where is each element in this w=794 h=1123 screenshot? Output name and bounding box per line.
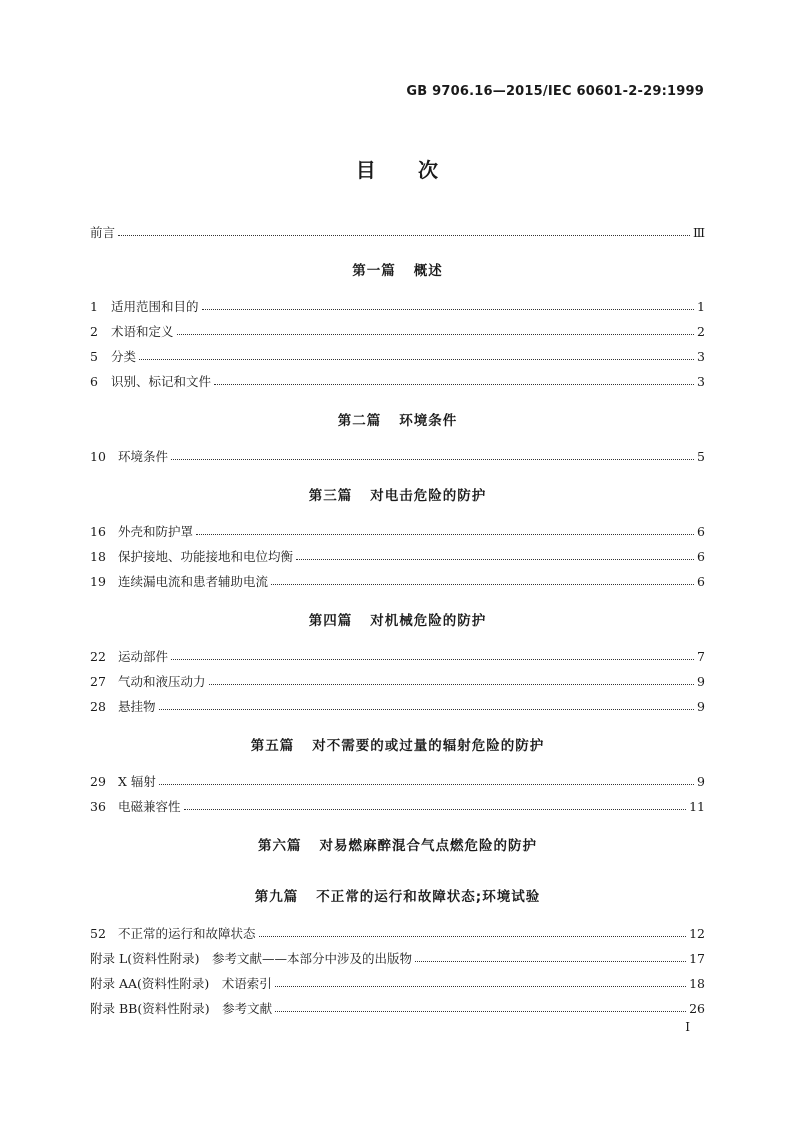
toc-entry-annex[interactable] xyxy=(90,1000,705,1018)
part-title: 不正常的运行和故障状态;环境试验 xyxy=(316,889,541,905)
toc-entry-label: 附录 BB(资料性附录) 参考文献 xyxy=(90,1001,273,1016)
page-title xyxy=(0,154,794,183)
dot-leader xyxy=(118,224,690,236)
toc-entry[interactable] xyxy=(90,673,705,691)
toc-entry-label: 附录 L(资料性附录) 参考文献——本部分中涉及的出版物 xyxy=(90,951,413,966)
toc-entry-label: X 辐射 xyxy=(118,774,156,789)
toc-entry-label: 适用范围和目的 xyxy=(111,299,199,314)
toc-entry-label: 不正常的运行和故障状态 xyxy=(118,926,256,941)
part-label: 第一篇 xyxy=(352,263,396,279)
toc-entry-number: 22 xyxy=(90,649,106,664)
dot-leader xyxy=(171,448,694,460)
toc-entry-label: 保护接地、功能接地和电位均衡 xyxy=(118,549,294,564)
dot-leader xyxy=(196,523,694,535)
part-heading xyxy=(90,888,705,906)
toc-entry-page: 9 xyxy=(697,699,705,714)
toc-entry-page: 5 xyxy=(697,449,705,464)
toc-entry-annex[interactable] xyxy=(90,950,705,968)
toc-entry[interactable] xyxy=(90,698,705,716)
part-label: 第六篇 xyxy=(258,838,302,854)
toc-entry-page: 6 xyxy=(697,574,705,589)
toc-entry-page: 3 xyxy=(697,349,705,364)
toc-entry-page: 2 xyxy=(697,324,705,339)
part-label: 第三篇 xyxy=(308,488,353,504)
dot-leader xyxy=(415,950,686,962)
dot-leader xyxy=(275,1000,686,1012)
title-left: 目 xyxy=(355,158,376,182)
toc-entry-page: 7 xyxy=(697,649,705,664)
toc-entry-number: 10 xyxy=(90,449,106,464)
toc-entry-label: 环境条件 xyxy=(118,449,169,464)
part-label: 第二篇 xyxy=(337,413,382,429)
dot-leader xyxy=(139,348,694,360)
part-label: 第四篇 xyxy=(308,613,353,629)
toc-entry-number: 2 xyxy=(90,324,98,339)
dot-leader xyxy=(184,798,687,810)
part-heading xyxy=(90,737,705,755)
dot-leader xyxy=(209,673,695,685)
toc-entry[interactable] xyxy=(90,773,705,791)
toc-entry-page: 6 xyxy=(697,524,705,539)
dot-leader xyxy=(159,698,695,710)
toc-entry-page: 9 xyxy=(697,774,705,789)
toc-entry-number: 19 xyxy=(90,574,106,589)
toc-entry-label: 气动和液压动力 xyxy=(118,674,206,689)
part-heading xyxy=(90,412,705,430)
toc-entry-label: 术语和定义 xyxy=(111,324,174,339)
dot-leader xyxy=(271,573,694,585)
toc-entry-number: 29 xyxy=(90,774,106,789)
toc-entry-foreword[interactable] xyxy=(90,224,705,242)
toc-entry-label: 悬挂物 xyxy=(118,699,156,714)
part-heading xyxy=(90,262,705,280)
part-title: 对机械危险的防护 xyxy=(370,613,487,629)
toc-entry[interactable] xyxy=(90,798,705,816)
toc-entry-page: 6 xyxy=(697,549,705,564)
dot-leader xyxy=(177,323,695,335)
toc-entry-label: 分类 xyxy=(111,349,137,364)
part-label: 第五篇 xyxy=(250,738,295,754)
toc-entry-page: 12 xyxy=(689,926,705,941)
toc-entry-label: 外壳和防护罩 xyxy=(118,524,194,539)
toc-entry[interactable] xyxy=(90,925,705,943)
standard-number: GB 9706.16—2015/IEC 60601-2-29:1999 xyxy=(406,84,704,99)
toc-entry-number: 16 xyxy=(90,524,106,539)
toc-entry-label: 运动部件 xyxy=(118,649,169,664)
toc-entry-page: 18 xyxy=(689,976,705,991)
toc-entry-page: Ⅲ xyxy=(692,225,705,240)
toc-entry-page: 11 xyxy=(689,799,705,814)
toc-entry[interactable] xyxy=(90,323,705,341)
toc-entry-label: 连续漏电流和患者辅助电流 xyxy=(118,574,269,589)
part-title: 对电击危险的防护 xyxy=(370,488,487,504)
title-right: 次 xyxy=(418,158,439,182)
toc-entry[interactable] xyxy=(90,298,705,316)
part-heading xyxy=(90,487,705,505)
part-heading xyxy=(90,612,705,630)
toc-entry-page: 26 xyxy=(689,1001,705,1016)
dot-leader xyxy=(202,298,695,310)
toc-entry-number: 36 xyxy=(90,799,106,814)
toc-entry[interactable] xyxy=(90,448,705,466)
dot-leader xyxy=(214,373,694,385)
dot-leader xyxy=(296,548,694,560)
dot-leader xyxy=(159,773,694,785)
toc-entry[interactable] xyxy=(90,548,705,566)
part-title: 对易燃麻醉混合气点燃危险的防护 xyxy=(319,838,537,854)
dot-leader xyxy=(275,975,686,987)
dot-leader xyxy=(259,925,687,937)
toc-entry[interactable] xyxy=(90,373,705,391)
toc-entry[interactable] xyxy=(90,523,705,541)
toc-entry-label: 电磁兼容性 xyxy=(118,799,181,814)
part-title: 对不需要的或过量的辐射危险的防护 xyxy=(312,738,545,754)
page-number: I xyxy=(685,1020,690,1034)
toc-entry-number: 18 xyxy=(90,549,106,564)
toc-entry-page: 3 xyxy=(697,374,705,389)
toc-entry-number: 6 xyxy=(90,374,98,389)
part-label: 第九篇 xyxy=(254,889,299,905)
toc-entry-number: 5 xyxy=(90,349,98,364)
toc-entry-page: 9 xyxy=(697,674,705,689)
toc-entry-page: 17 xyxy=(689,951,705,966)
toc-entry[interactable] xyxy=(90,573,705,591)
part-heading xyxy=(90,837,705,855)
toc-entry-page: 1 xyxy=(697,299,705,314)
part-title: 环境条件 xyxy=(399,413,458,429)
toc-entry-label: 前言 xyxy=(90,225,116,240)
toc-entry-annex[interactable] xyxy=(90,975,705,993)
toc-entry[interactable] xyxy=(90,348,705,366)
toc-entry-number: 28 xyxy=(90,699,106,714)
toc-entry[interactable] xyxy=(90,648,705,666)
toc-entry-label: 附录 AA(资料性附录) 术语索引 xyxy=(90,976,272,991)
toc-entry-label: 识别、标记和文件 xyxy=(111,374,212,389)
toc-entry-number: 1 xyxy=(90,299,98,314)
dot-leader xyxy=(171,648,694,660)
toc-entry-number: 52 xyxy=(90,926,106,941)
part-title: 概述 xyxy=(413,263,443,279)
toc-entry-number: 27 xyxy=(90,674,106,689)
